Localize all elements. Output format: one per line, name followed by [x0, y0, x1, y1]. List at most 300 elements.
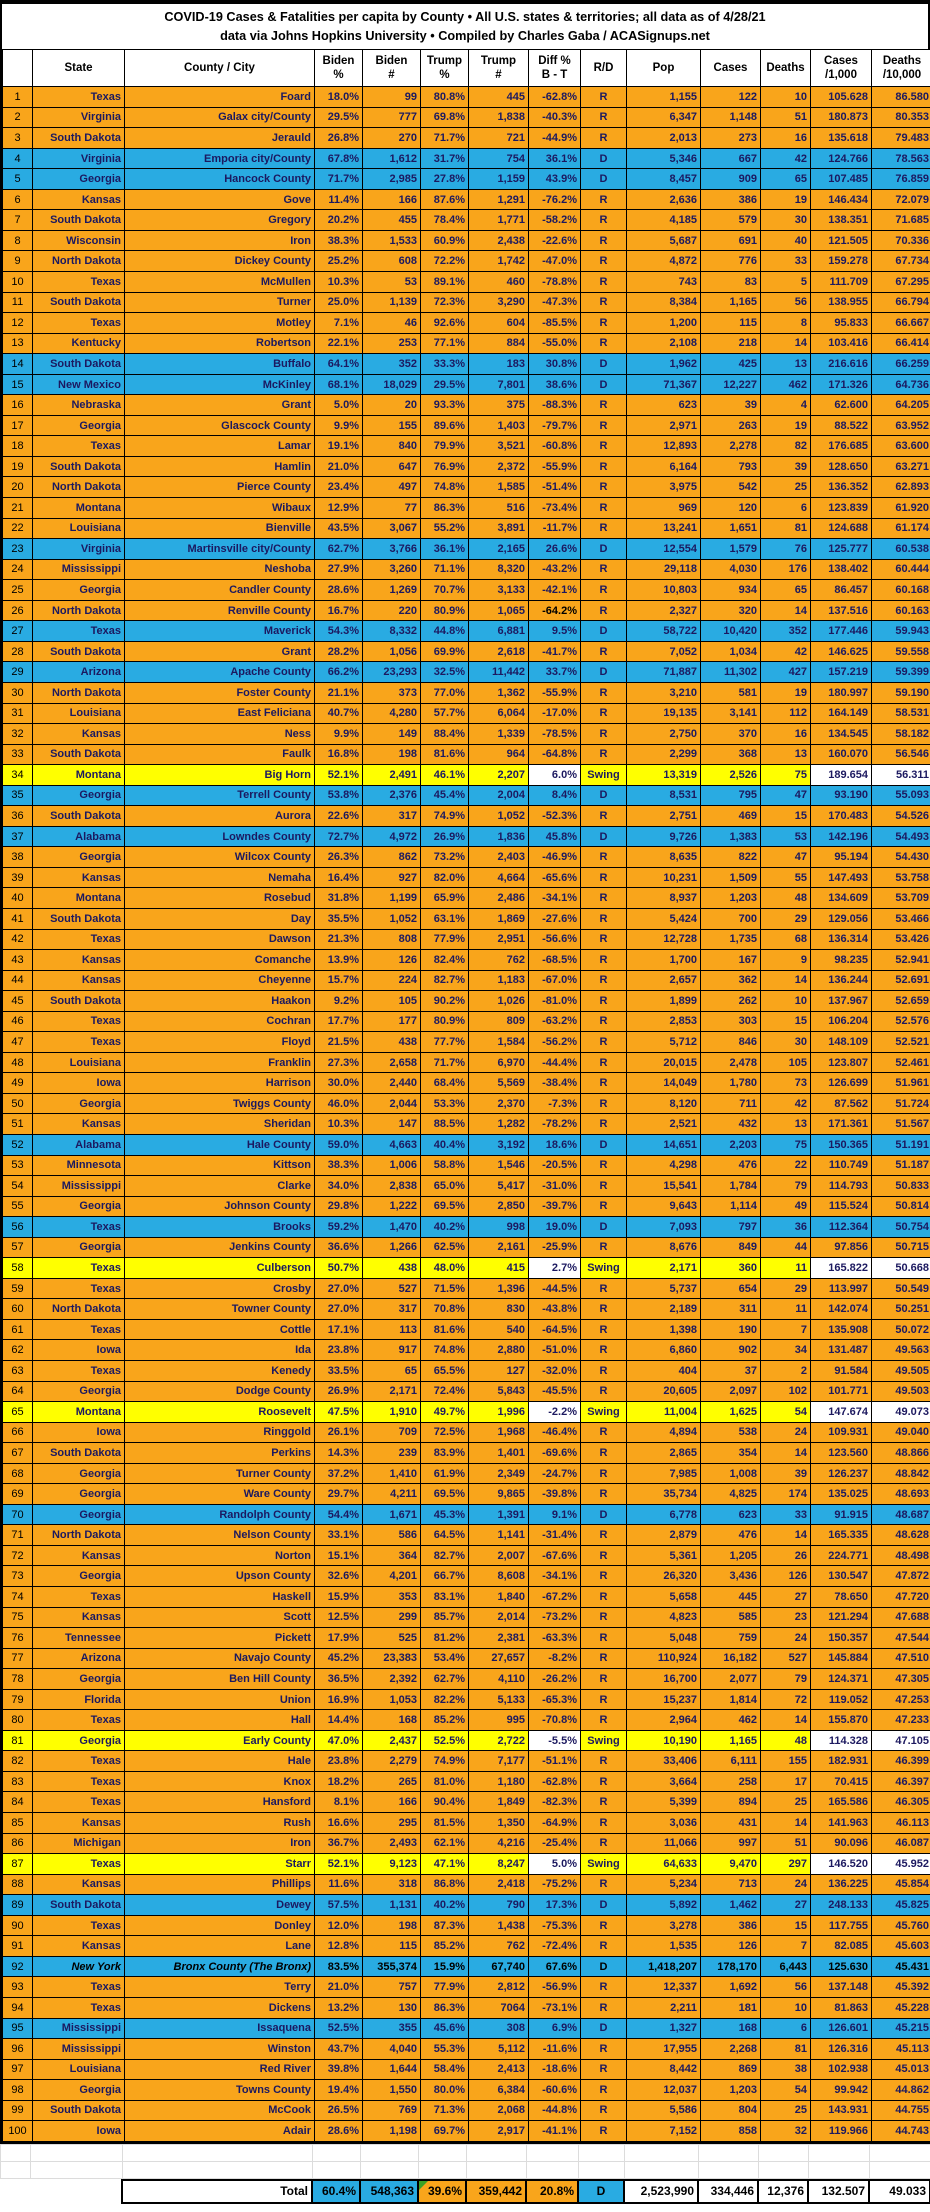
cell-deaths[interactable]: 65 [761, 169, 811, 190]
cell-deaths-per-10000[interactable]: 45.013 [872, 2059, 930, 2080]
cell-deaths-per-10000[interactable]: 49.073 [872, 1402, 930, 1423]
cell-row-number[interactable]: 84 [3, 1792, 33, 1813]
cell-party[interactable]: R [581, 1607, 627, 1628]
cell-cases[interactable]: 623 [701, 1504, 761, 1525]
cell-row-number[interactable]: 47 [3, 1032, 33, 1053]
cell-state[interactable]: Iowa [33, 1422, 125, 1443]
cell-trump-count[interactable]: 11,442 [469, 662, 529, 683]
cell-biden-pct[interactable]: 13.9% [315, 950, 363, 971]
cell-row-number[interactable]: 35 [3, 785, 33, 806]
cell-trump-pct[interactable]: 76.9% [421, 456, 469, 477]
cell-county[interactable]: Crosby [125, 1278, 315, 1299]
cell-party[interactable]: R [581, 682, 627, 703]
cell-pop[interactable]: 1,398 [627, 1319, 701, 1340]
cell-party[interactable]: R [581, 1628, 627, 1649]
cell-diff-pct[interactable]: -55.9% [529, 456, 581, 477]
cell-row-number[interactable]: 15 [3, 374, 33, 395]
cell-trump-count[interactable]: 3,521 [469, 436, 529, 457]
cell-diff-pct[interactable]: -85.5% [529, 313, 581, 334]
cell-biden-count[interactable]: 1,199 [363, 888, 421, 909]
cell-trump-count[interactable]: 2,951 [469, 929, 529, 950]
cell-state[interactable]: Kansas [33, 867, 125, 888]
cell-party[interactable]: R [581, 1176, 627, 1197]
cell-cases-per-1000[interactable]: 137.967 [811, 991, 872, 1012]
cell-deaths[interactable]: 19 [761, 682, 811, 703]
cell-row-number[interactable]: 37 [3, 826, 33, 847]
cell-pop[interactable]: 5,234 [627, 1874, 701, 1895]
cell-cases[interactable]: 2,077 [701, 1669, 761, 1690]
cell-biden-count[interactable]: 198 [363, 744, 421, 765]
cell-state[interactable]: Georgia [33, 580, 125, 601]
cell-deaths[interactable]: 11 [761, 1299, 811, 1320]
cell-cases-per-1000[interactable]: 126.699 [811, 1073, 872, 1094]
cell-biden-count[interactable]: 2,392 [363, 1669, 421, 1690]
cell-trump-count[interactable]: 2,161 [469, 1237, 529, 1258]
cell-trump-pct[interactable]: 77.9% [421, 929, 469, 950]
cell-pop[interactable]: 9,643 [627, 1196, 701, 1217]
cell-cases-per-1000[interactable]: 141.963 [811, 1813, 872, 1834]
cell-diff-pct[interactable]: -39.7% [529, 1196, 581, 1217]
cell-party[interactable]: R [581, 456, 627, 477]
cell-cases[interactable]: 1,735 [701, 929, 761, 950]
cell-biden-count[interactable]: 2,376 [363, 785, 421, 806]
cell-row-number[interactable]: 60 [3, 1299, 33, 1320]
cell-deaths-per-10000[interactable]: 49.505 [872, 1361, 930, 1382]
cell-party[interactable]: R [581, 1669, 627, 1690]
cell-row-number[interactable]: 57 [3, 1237, 33, 1258]
cell-county[interactable]: Jenkins County [125, 1237, 315, 1258]
cell-row-number[interactable]: 13 [3, 333, 33, 354]
cell-row-number[interactable]: 95 [3, 2018, 33, 2039]
cell-trump-pct[interactable]: 65.9% [421, 888, 469, 909]
total-cases-per-1000[interactable]: 132.507 [808, 2180, 869, 2203]
cell-deaths[interactable]: 33 [761, 1504, 811, 1525]
cell-deaths-per-10000[interactable]: 45.603 [872, 1936, 930, 1957]
cell-trump-pct[interactable]: 73.2% [421, 847, 469, 868]
cell-county[interactable]: Turner County [125, 1463, 315, 1484]
cell-county[interactable]: Dewey [125, 1895, 315, 1916]
cell-row-number[interactable]: 62 [3, 1340, 33, 1361]
cell-trump-count[interactable]: 2,438 [469, 230, 529, 251]
cell-party[interactable]: R [581, 1278, 627, 1299]
cell-party[interactable]: R [581, 2059, 627, 2080]
cell-deaths[interactable]: 176 [761, 559, 811, 580]
cell-state[interactable]: Texas [33, 1587, 125, 1608]
cell-deaths-per-10000[interactable]: 79.483 [872, 128, 930, 149]
cell-cases[interactable]: 776 [701, 251, 761, 272]
cell-trump-pct[interactable]: 71.3% [421, 2100, 469, 2121]
cell-deaths[interactable]: 48 [761, 1730, 811, 1751]
cell-state[interactable]: Kansas [33, 950, 125, 971]
cell-trump-pct[interactable]: 71.5% [421, 1278, 469, 1299]
cell-trump-count[interactable]: 2,418 [469, 1874, 529, 1895]
cell-state[interactable]: Texas [33, 436, 125, 457]
cell-county[interactable]: Day [125, 908, 315, 929]
cell-party[interactable]: D [581, 1504, 627, 1525]
cell-pop[interactable]: 71,887 [627, 662, 701, 683]
cell-biden-count[interactable]: 147 [363, 1114, 421, 1135]
cell-diff-pct[interactable]: -62.8% [529, 1771, 581, 1792]
cell-trump-pct[interactable]: 65.0% [421, 1176, 469, 1197]
cell-pop[interactable]: 17,955 [627, 2039, 701, 2060]
cell-biden-pct[interactable]: 17.7% [315, 1011, 363, 1032]
cell-cases-per-1000[interactable]: 180.873 [811, 107, 872, 128]
cell-cases-per-1000[interactable]: 159.278 [811, 251, 872, 272]
cell-deaths[interactable]: 73 [761, 1073, 811, 1094]
cell-deaths[interactable]: 24 [761, 1422, 811, 1443]
cell-diff-pct[interactable]: -60.6% [529, 2080, 581, 2101]
cell-pop[interactable]: 4,823 [627, 1607, 701, 1628]
cell-biden-count[interactable]: 99 [363, 87, 421, 108]
cell-state[interactable]: Georgia [33, 1237, 125, 1258]
cell-state[interactable]: Virginia [33, 107, 125, 128]
cell-biden-count[interactable]: 9,123 [363, 1854, 421, 1875]
cell-cases[interactable]: 1,165 [701, 292, 761, 313]
cell-deaths-per-10000[interactable]: 58.531 [872, 703, 930, 724]
cell-trump-count[interactable]: 2,207 [469, 765, 529, 786]
cell-county[interactable]: Jerauld [125, 128, 315, 149]
cell-diff-pct[interactable]: -82.3% [529, 1792, 581, 1813]
cell-cases[interactable]: 4,030 [701, 559, 761, 580]
cell-trump-pct[interactable]: 72.3% [421, 292, 469, 313]
cell-cases[interactable]: 858 [701, 2121, 761, 2142]
cell-deaths-per-10000[interactable]: 52.521 [872, 1032, 930, 1053]
cell-deaths-per-10000[interactable]: 59.190 [872, 682, 930, 703]
cell-trump-count[interactable]: 516 [469, 498, 529, 519]
cell-trump-count[interactable]: 1,159 [469, 169, 529, 190]
cell-biden-pct[interactable]: 26.3% [315, 847, 363, 868]
cell-state[interactable]: Kansas [33, 1607, 125, 1628]
cell-county[interactable]: Issaquena [125, 2018, 315, 2039]
cell-deaths-per-10000[interactable]: 46.305 [872, 1792, 930, 1813]
cell-pop[interactable]: 2,327 [627, 600, 701, 621]
cell-deaths[interactable]: 48 [761, 888, 811, 909]
cell-county[interactable]: Hale [125, 1751, 315, 1772]
cell-biden-count[interactable]: 317 [363, 806, 421, 827]
cell-party[interactable]: R [581, 1689, 627, 1710]
cell-cases-per-1000[interactable]: 103.416 [811, 333, 872, 354]
cell-cases[interactable]: 16,182 [701, 1648, 761, 1669]
cell-deaths-per-10000[interactable]: 44.743 [872, 2121, 930, 2142]
cell-trump-count[interactable]: 5,133 [469, 1689, 529, 1710]
cell-pop[interactable]: 19,135 [627, 703, 701, 724]
cell-biden-count[interactable]: 438 [363, 1258, 421, 1279]
cell-deaths[interactable]: 30 [761, 1032, 811, 1053]
cell-pop[interactable]: 5,658 [627, 1587, 701, 1608]
cell-deaths-per-10000[interactable]: 47.720 [872, 1587, 930, 1608]
cell-state[interactable]: South Dakota [33, 210, 125, 231]
cell-biden-count[interactable]: 497 [363, 477, 421, 498]
cell-biden-pct[interactable]: 5.0% [315, 395, 363, 416]
cell-county[interactable]: Gregory [125, 210, 315, 231]
cell-cases[interactable]: 894 [701, 1792, 761, 1813]
cell-pop[interactable]: 2,657 [627, 970, 701, 991]
cell-biden-pct[interactable]: 26.8% [315, 128, 363, 149]
cell-deaths[interactable]: 25 [761, 1792, 811, 1813]
cell-diff-pct[interactable]: 36.1% [529, 148, 581, 169]
cell-trump-pct[interactable]: 69.9% [421, 641, 469, 662]
cell-pop[interactable]: 13,241 [627, 518, 701, 539]
cell-biden-pct[interactable]: 16.9% [315, 1689, 363, 1710]
cell-biden-pct[interactable]: 40.7% [315, 703, 363, 724]
cell-row-number[interactable]: 51 [3, 1114, 33, 1135]
cell-cases[interactable]: 934 [701, 580, 761, 601]
cell-deaths-per-10000[interactable]: 76.859 [872, 169, 930, 190]
cell-deaths[interactable]: 42 [761, 641, 811, 662]
total-r-d[interactable]: D [578, 2180, 624, 2203]
cell-deaths-per-10000[interactable]: 67.295 [872, 272, 930, 293]
cell-deaths-per-10000[interactable]: 66.667 [872, 313, 930, 334]
cell-cases[interactable]: 1,579 [701, 539, 761, 560]
cell-deaths[interactable]: 7 [761, 1936, 811, 1957]
cell-deaths[interactable]: 81 [761, 2039, 811, 2060]
cell-biden-count[interactable]: 130 [363, 1997, 421, 2018]
cell-party[interactable]: R [581, 415, 627, 436]
cell-pop[interactable]: 14,049 [627, 1073, 701, 1094]
cell-deaths-per-10000[interactable]: 66.414 [872, 333, 930, 354]
cell-trump-count[interactable]: 2,618 [469, 641, 529, 662]
cell-county[interactable]: Knox [125, 1771, 315, 1792]
cell-row-number[interactable]: 28 [3, 641, 33, 662]
cell-trump-pct[interactable]: 82.4% [421, 950, 469, 971]
cell-deaths-per-10000[interactable]: 46.399 [872, 1751, 930, 1772]
cell-pop[interactable]: 1,155 [627, 87, 701, 108]
cell-trump-pct[interactable]: 80.9% [421, 600, 469, 621]
cell-trump-count[interactable]: 1,546 [469, 1155, 529, 1176]
cell-county[interactable]: Grant [125, 641, 315, 662]
cell-diff-pct[interactable]: -60.8% [529, 436, 581, 457]
cell-cases-per-1000[interactable]: 147.493 [811, 867, 872, 888]
cell-deaths[interactable]: 10 [761, 1997, 811, 2018]
cell-deaths[interactable]: 6,443 [761, 1956, 811, 1977]
cell-biden-count[interactable]: 4,201 [363, 1566, 421, 1587]
cell-biden-count[interactable]: 149 [363, 724, 421, 745]
cell-deaths[interactable]: 68 [761, 929, 811, 950]
cell-row-number[interactable]: 75 [3, 1607, 33, 1628]
cell-trump-count[interactable]: 964 [469, 744, 529, 765]
cell-row-number[interactable]: 52 [3, 1134, 33, 1155]
cell-state[interactable]: Kentucky [33, 333, 125, 354]
total-trump-pct[interactable]: 39.6% [418, 2180, 466, 2203]
cell-biden-pct[interactable]: 17.9% [315, 1628, 363, 1649]
cell-deaths[interactable]: 47 [761, 785, 811, 806]
cell-party[interactable]: R [581, 600, 627, 621]
cell-biden-count[interactable]: 2,491 [363, 765, 421, 786]
cell-biden-pct[interactable]: 71.7% [315, 169, 363, 190]
cell-row-number[interactable]: 89 [3, 1895, 33, 1916]
cell-county[interactable]: McCook [125, 2100, 315, 2121]
cell-state[interactable]: Montana [33, 765, 125, 786]
cell-cases[interactable]: 711 [701, 1093, 761, 1114]
cell-county[interactable]: Towner County [125, 1299, 315, 1320]
cell-party[interactable]: Swing [581, 1854, 627, 1875]
cell-county[interactable]: Grant [125, 395, 315, 416]
cell-diff-pct[interactable]: -2.2% [529, 1402, 581, 1423]
cell-pop[interactable]: 3,664 [627, 1771, 701, 1792]
cell-pop[interactable]: 110,924 [627, 1648, 701, 1669]
cell-cases[interactable]: 181 [701, 1997, 761, 2018]
cell-deaths-per-10000[interactable]: 47.510 [872, 1648, 930, 1669]
cell-deaths-per-10000[interactable]: 63.952 [872, 415, 930, 436]
cell-diff-pct[interactable]: 33.7% [529, 662, 581, 683]
total-trump-count[interactable]: 359,442 [466, 2180, 526, 2203]
cell-trump-count[interactable]: 2,812 [469, 1977, 529, 1998]
cell-party[interactable]: R [581, 1422, 627, 1443]
cell-county[interactable]: Nelson County [125, 1525, 315, 1546]
cell-biden-count[interactable]: 808 [363, 929, 421, 950]
cell-trump-pct[interactable]: 40.4% [421, 1134, 469, 1155]
cell-cases-per-1000[interactable]: 248.133 [811, 1895, 872, 1916]
cell-deaths[interactable]: 13 [761, 744, 811, 765]
cell-cases[interactable]: 431 [701, 1813, 761, 1834]
cell-state[interactable]: Texas [33, 1997, 125, 2018]
cell-biden-count[interactable]: 166 [363, 189, 421, 210]
cell-pop[interactable]: 12,337 [627, 1977, 701, 1998]
cell-biden-pct[interactable]: 15.1% [315, 1545, 363, 1566]
cell-party[interactable]: R [581, 272, 627, 293]
cell-cases-per-1000[interactable]: 160.070 [811, 744, 872, 765]
cell-biden-count[interactable]: 608 [363, 251, 421, 272]
cell-party[interactable]: R [581, 1977, 627, 1998]
cell-trump-pct[interactable]: 46.1% [421, 765, 469, 786]
cell-cases[interactable]: 178,170 [701, 1956, 761, 1977]
cell-cases[interactable]: 3,141 [701, 703, 761, 724]
cell-biden-count[interactable]: 65 [363, 1361, 421, 1382]
cell-trump-pct[interactable]: 79.9% [421, 436, 469, 457]
cell-cases-per-1000[interactable]: 189.654 [811, 765, 872, 786]
cell-trump-pct[interactable]: 81.0% [421, 1771, 469, 1792]
header-row-number[interactable] [3, 50, 33, 87]
cell-pop[interactable]: 5,586 [627, 2100, 701, 2121]
cell-trump-pct[interactable]: 88.5% [421, 1114, 469, 1135]
cell-state[interactable]: South Dakota [33, 2100, 125, 2121]
header-state[interactable]: State [33, 50, 125, 87]
cell-biden-count[interactable]: 917 [363, 1340, 421, 1361]
cell-pop[interactable]: 1,327 [627, 2018, 701, 2039]
cell-state[interactable]: New Mexico [33, 374, 125, 395]
cell-trump-count[interactable]: 2,850 [469, 1196, 529, 1217]
cell-trump-pct[interactable]: 68.4% [421, 1073, 469, 1094]
cell-row-number[interactable]: 85 [3, 1813, 33, 1834]
cell-pop[interactable]: 1,962 [627, 354, 701, 375]
cell-trump-count[interactable]: 1,401 [469, 1443, 529, 1464]
header-trump-pct[interactable]: Trump % [421, 50, 469, 87]
total-deaths-per-10000[interactable]: 49.033 [869, 2180, 930, 2203]
cell-cases-per-1000[interactable]: 164.149 [811, 703, 872, 724]
cell-diff-pct[interactable]: -44.4% [529, 1052, 581, 1073]
cell-trump-pct[interactable]: 57.7% [421, 703, 469, 724]
cell-biden-count[interactable]: 1,910 [363, 1402, 421, 1423]
cell-county[interactable]: Phillips [125, 1874, 315, 1895]
cell-county[interactable]: Roosevelt [125, 1402, 315, 1423]
cell-biden-count[interactable]: 166 [363, 1792, 421, 1813]
cell-party[interactable]: R [581, 518, 627, 539]
cell-county[interactable]: Candler County [125, 580, 315, 601]
cell-cases-per-1000[interactable]: 137.516 [811, 600, 872, 621]
cell-diff-pct[interactable]: -70.8% [529, 1710, 581, 1731]
cell-cases[interactable]: 368 [701, 744, 761, 765]
cell-deaths[interactable]: 39 [761, 1463, 811, 1484]
cell-trump-pct[interactable]: 92.6% [421, 313, 469, 334]
cell-deaths-per-10000[interactable]: 48.842 [872, 1463, 930, 1484]
cell-diff-pct[interactable]: -55.0% [529, 333, 581, 354]
cell-state[interactable]: North Dakota [33, 251, 125, 272]
cell-state[interactable]: South Dakota [33, 456, 125, 477]
cell-cases[interactable]: 822 [701, 847, 761, 868]
cell-trump-pct[interactable]: 85.2% [421, 1936, 469, 1957]
cell-diff-pct[interactable]: 8.4% [529, 785, 581, 806]
cell-biden-pct[interactable]: 43.7% [315, 2039, 363, 2060]
cell-biden-pct[interactable]: 29.5% [315, 107, 363, 128]
cell-biden-pct[interactable]: 67.8% [315, 148, 363, 169]
cell-state[interactable]: Minnesota [33, 1155, 125, 1176]
cell-trump-pct[interactable]: 63.1% [421, 908, 469, 929]
cell-party[interactable]: R [581, 230, 627, 251]
cell-biden-count[interactable]: 2,658 [363, 1052, 421, 1073]
cell-diff-pct[interactable]: -32.0% [529, 1361, 581, 1382]
cell-deaths[interactable]: 32 [761, 2121, 811, 2142]
cell-deaths-per-10000[interactable]: 60.163 [872, 600, 930, 621]
cell-cases-per-1000[interactable]: 216.616 [811, 354, 872, 375]
cell-trump-count[interactable]: 2,165 [469, 539, 529, 560]
cell-biden-count[interactable]: 220 [363, 600, 421, 621]
cell-state[interactable]: North Dakota [33, 1525, 125, 1546]
cell-cases[interactable]: 1,651 [701, 518, 761, 539]
cell-trump-pct[interactable]: 74.8% [421, 477, 469, 498]
cell-trump-pct[interactable]: 93.3% [421, 395, 469, 416]
cell-diff-pct[interactable]: -27.6% [529, 908, 581, 929]
cell-diff-pct[interactable]: -44.9% [529, 128, 581, 149]
cell-diff-pct[interactable]: -73.2% [529, 1607, 581, 1628]
cell-biden-count[interactable]: 1,612 [363, 148, 421, 169]
cell-deaths[interactable]: 36 [761, 1217, 811, 1238]
cell-deaths-per-10000[interactable]: 80.353 [872, 107, 930, 128]
cell-party[interactable]: R [581, 1443, 627, 1464]
cell-deaths-per-10000[interactable]: 47.544 [872, 1628, 930, 1649]
cell-cases-per-1000[interactable]: 124.766 [811, 148, 872, 169]
cell-pop[interactable]: 4,298 [627, 1155, 701, 1176]
cell-county[interactable]: Hale County [125, 1134, 315, 1155]
cell-deaths[interactable]: 14 [761, 600, 811, 621]
cell-trump-count[interactable]: 604 [469, 313, 529, 334]
cell-state[interactable]: Texas [33, 1319, 125, 1340]
cell-trump-pct[interactable]: 71.7% [421, 128, 469, 149]
cell-cases-per-1000[interactable]: 142.074 [811, 1299, 872, 1320]
cell-pop[interactable]: 6,347 [627, 107, 701, 128]
cell-pop[interactable]: 12,893 [627, 436, 701, 457]
cell-trump-pct[interactable]: 29.5% [421, 374, 469, 395]
cell-deaths-per-10000[interactable]: 60.538 [872, 539, 930, 560]
cell-deaths[interactable]: 174 [761, 1484, 811, 1505]
cell-trump-pct[interactable]: 58.4% [421, 2059, 469, 2080]
cell-pop[interactable]: 2,189 [627, 1299, 701, 1320]
cell-deaths[interactable]: 10 [761, 991, 811, 1012]
cell-cases-per-1000[interactable]: 88.522 [811, 415, 872, 436]
cell-row-number[interactable]: 65 [3, 1402, 33, 1423]
cell-trump-pct[interactable]: 26.9% [421, 826, 469, 847]
cell-party[interactable]: R [581, 1936, 627, 1957]
cell-row-number[interactable]: 17 [3, 415, 33, 436]
cell-cases-per-1000[interactable]: 157.219 [811, 662, 872, 683]
cell-trump-pct[interactable]: 72.5% [421, 1422, 469, 1443]
cell-biden-pct[interactable]: 72.7% [315, 826, 363, 847]
cell-biden-pct[interactable]: 30.0% [315, 1073, 363, 1094]
cell-biden-pct[interactable]: 34.0% [315, 1176, 363, 1197]
cell-cases-per-1000[interactable]: 135.618 [811, 128, 872, 149]
cell-party[interactable]: R [581, 991, 627, 1012]
cell-cases[interactable]: 1,165 [701, 1730, 761, 1751]
cell-trump-pct[interactable]: 40.2% [421, 1895, 469, 1916]
